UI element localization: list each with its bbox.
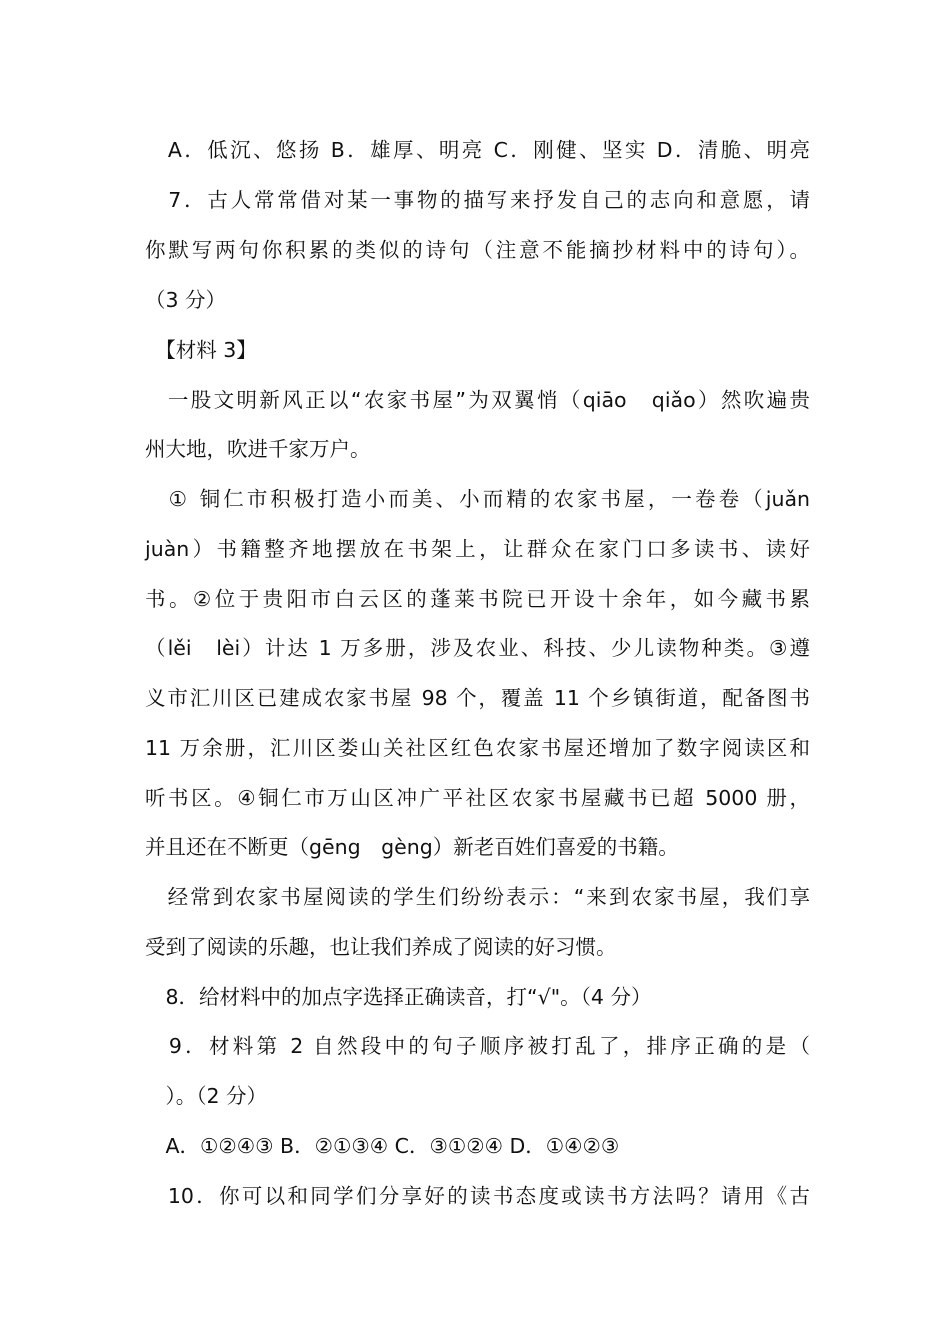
material-paragraph-3-line-1: 经常到农家书屋阅读的学生们纷纷表示：“来到农家书屋，我们享 [145,885,810,909]
q10-text-line-1: 10．你可以和同学们分享好的读书态度或读书方法吗？请用《古 [145,1184,810,1208]
material-paragraph-3-line-2: 受到了阅读的乐趣，也让我们养成了阅读的好习惯。 [145,935,617,959]
material-paragraph-1-line-1: 一股文明新风正以“农家书屋”为双翼悄（qiāo qiǎo）然吹遍贵 [145,388,810,412]
q7-text-line-1: 7．古人常常借对某一事物的描写来抒发自己的志向和意愿，请 [145,188,810,212]
q9-text-line-1: 9．材料第 2 自然段中的句子顺序被打乱了，排序正确的是（ [145,1034,810,1058]
material-paragraph-2-line-5: 义市汇川区已建成农家书屋 98 个，覆盖 11 个乡镇街道，配备图书 [145,686,810,710]
material-paragraph-2-line-4: （lěi lèi）计达 1 万多册，涉及农业、科技、少儿读物种类。③遵 [145,636,810,660]
material-paragraph-2-line-1: ① 铜仁市积极打造小而美、小而精的农家书屋，一卷卷（juǎn [145,487,810,511]
material-3-heading: 【材料 3】 [145,338,257,362]
material-paragraph-2-line-2: juàn）书籍整齐地摆放在书架上，让群众在家门口多读书、读好 [145,537,810,561]
q6-options: A．低沉、悠扬 B．雄厚、明亮 C．刚健、坚实 D．清脆、明亮 [145,138,810,162]
q7-score: （3 分） [145,288,227,312]
material-paragraph-1-line-2: 州大地，吹进千家万户。 [145,437,371,461]
q8-text: 8．给材料中的加点字选择正确读音，打“√"。（4 分） [145,985,652,1009]
material-paragraph-2-line-3: 书。②位于贵阳市白云区的蓬莱书院已开设十余年，如今藏书累 [145,587,810,611]
material-paragraph-2-line-6: 11 万余册，汇川区娄山关社区红色农家书屋还增加了数字阅读区和 [145,736,810,760]
material-paragraph-2-line-8: 并且还在不断更（gēng gèng）新老百姓们喜爱的书籍。 [145,835,679,859]
q9-options: A．①②④③ B．②①③④ C．③①②④ D．①④②③ [145,1134,620,1158]
q7-text-line-2: 你默写两句你积累的类似的诗句（注意不能摘抄材料中的诗句）。 [145,238,810,262]
material-paragraph-2-line-7: 听书区。④铜仁市万山区冲广平社区农家书屋藏书已超 5000 册， [145,786,810,810]
q9-text-line-2: ）。（2 分） [145,1084,268,1108]
